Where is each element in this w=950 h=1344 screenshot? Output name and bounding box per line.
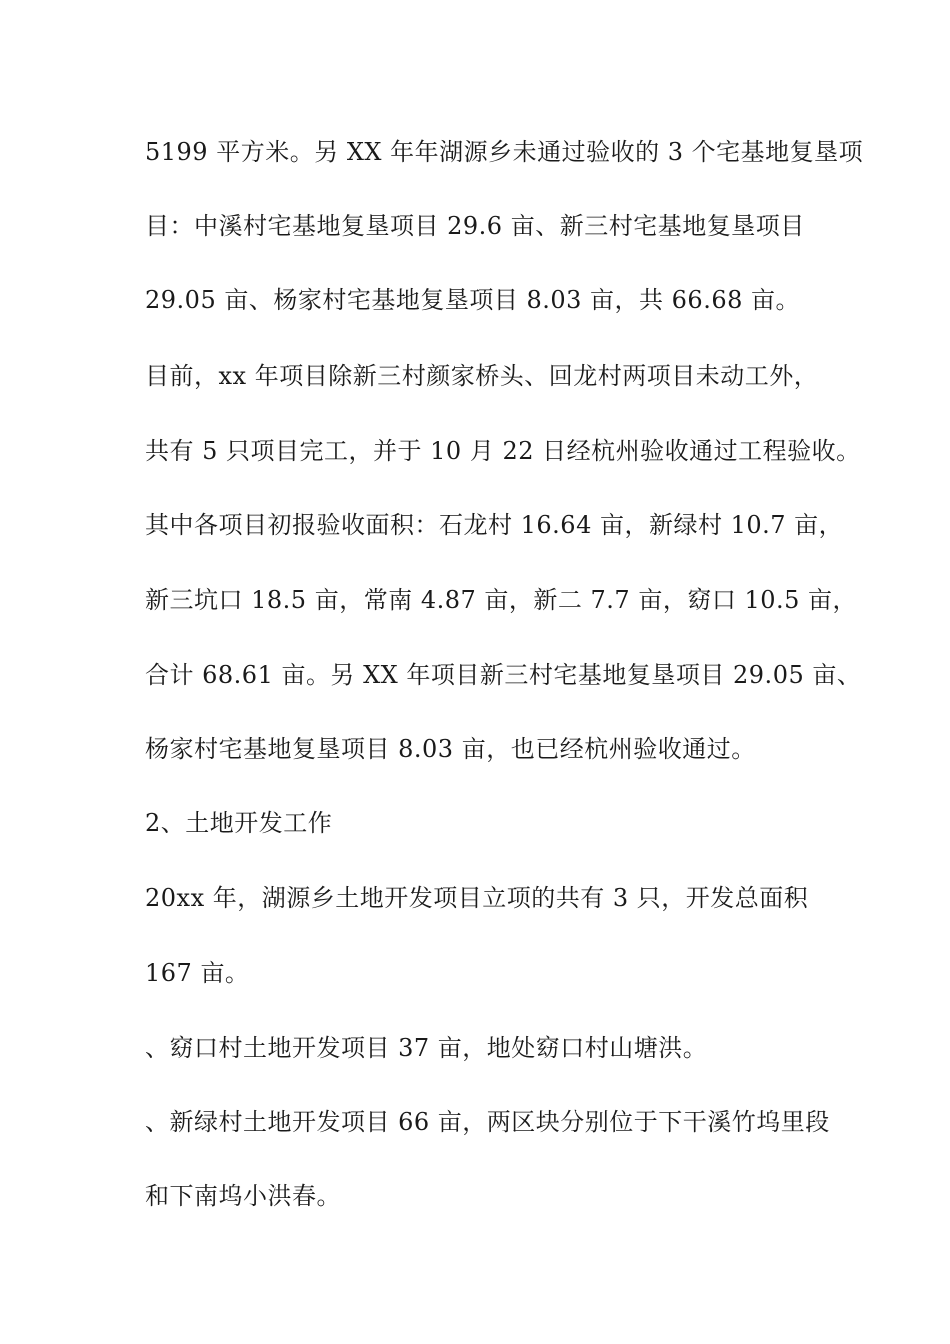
text-line: 目前，xx 年项目除新三村颜家桥头、回龙村两项目未动工外， [145,362,819,390]
text-line: 、窈口村土地开发项目 37 亩，地处窈口村山塘洪。 [145,1034,708,1062]
text-line: 目：中溪村宅基地复垦项目 29.6 亩、新三村宅基地复垦项目 [145,212,805,240]
text-line: 共有 5 只项目完工，并于 10 月 22 日经杭州验收通过工程验收。 [145,437,861,465]
text-line: 5199 平方米。另 XX 年年湖源乡未通过验收的 3 个宅基地复垦项 [145,138,864,166]
text-line: 新三坑口 18.5 亩，常南 4.87 亩，新二 7.7 亩，窈口 10.5 亩， [145,586,858,614]
text-line: 167 亩。 [145,959,250,987]
text-line: 杨家村宅基地复垦项目 8.03 亩，也已经杭州验收通过。 [145,735,756,763]
text-line: 29.05 亩、杨家村宅基地复垦项目 8.03 亩，共 66.68 亩。 [145,286,800,314]
text-line: 合计 68.61 亩。另 XX 年项目新三村宅基地复垦项目 29.05 亩、 [145,661,862,689]
text-line: 和下南坞小洪春。 [145,1182,341,1210]
section-heading: 2、土地开发工作 [145,809,333,837]
text-line: 其中各项目初报验收面积：石龙村 16.64 亩，新绿村 10.7 亩， [145,511,844,539]
text-line: 、新绿村土地开发项目 66 亩，两区块分别位于下干溪竹坞里段 [145,1108,830,1136]
text-line: 20xx 年，湖源乡土地开发项目立项的共有 3 只，开发总面积 [145,884,809,912]
